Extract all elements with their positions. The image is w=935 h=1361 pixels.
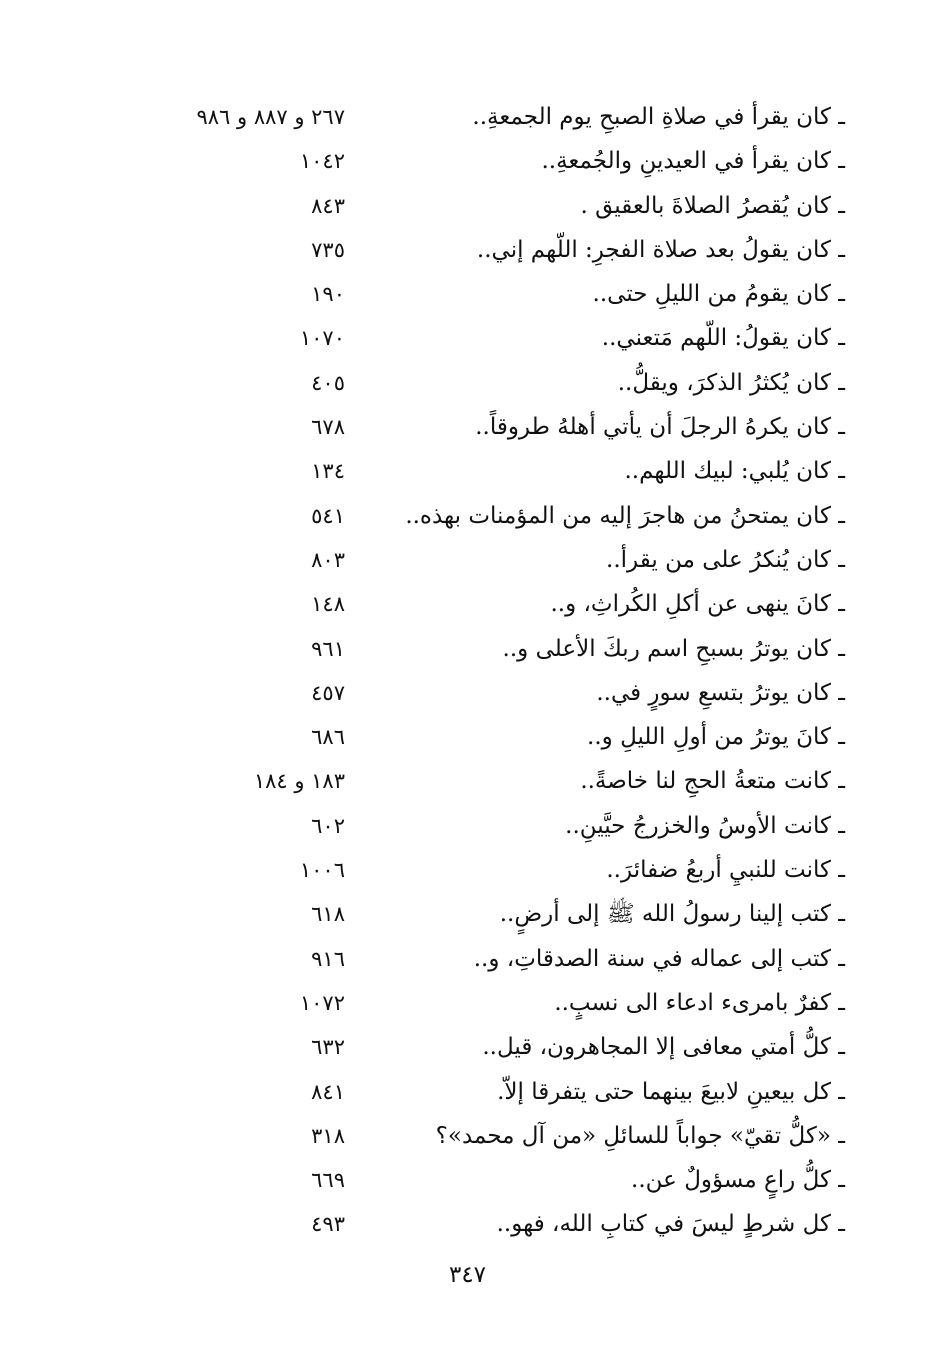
entry-page-refs: ١٨٣ و ١٨٤	[253, 769, 345, 794]
entry-text: ـ كل شرطٍ ليسَ في كتابِ الله، فهو..	[496, 1211, 845, 1238]
entry-text: ـ كلُّ راعٍ مسؤولٌ عن..	[631, 1167, 845, 1194]
entry-text: ـ كتب إلى عماله في سنة الصدقاتِ، و..	[473, 945, 845, 972]
index-entry	[0, 849, 935, 893]
entry-page-refs: ٦١٨	[311, 902, 345, 927]
index-entry	[0, 628, 935, 672]
entry-text: ـ كان يوترُ بسبحِ اسم ربكَ الأعلى و..	[502, 635, 845, 662]
entry-text: ـ «كلُّ تقيّ» جواباً للسائلِ «من آل محمد»؟	[435, 1122, 845, 1149]
entry-text: ـ كانَ يوترُ من أولِ الليلِ و..	[587, 724, 845, 751]
entry-page-refs: ٨٤١	[311, 1079, 345, 1104]
index-entry	[0, 760, 935, 804]
index-entry	[0, 982, 935, 1026]
entry-text: ـ كانت للنبيِ أربعُ ضفائرَ..	[606, 857, 845, 884]
index-entry	[0, 805, 935, 849]
index-entry	[0, 362, 935, 406]
entry-text: ـ كان يُلبي: لبيك اللهم..	[624, 458, 845, 485]
entry-text: ـ كان يُقصرُ الصلاةَ بالعقيق .	[580, 192, 845, 219]
entry-text: ـ كانت متعةُ الحجِ لنا خاصةً..	[580, 768, 845, 795]
entry-page-refs: ١٠٧٠	[299, 326, 345, 351]
entry-page-refs: ١٩٠	[311, 282, 345, 307]
index-entry	[0, 938, 935, 982]
entry-page-refs: ٤٩٣	[311, 1212, 345, 1237]
index-entry	[0, 1115, 935, 1159]
entry-page-refs: ٩٦١	[311, 636, 345, 661]
entry-page-refs: ٧٣٥	[311, 237, 345, 262]
hadith-index-list	[0, 96, 935, 1248]
entry-page-refs: ٦٦٩	[311, 1168, 345, 1193]
entry-text: ـ كانت الأوسُ والخزرجُ حيَّينِ..	[565, 812, 845, 839]
entry-text: ـ كل بيعينِ لابيعَ بينهما حتى يتفرقا إلاّ.	[497, 1078, 845, 1105]
index-entry	[0, 495, 935, 539]
entry-page-refs: ١٣٤	[311, 459, 345, 484]
entry-page-refs: ٦٧٨	[311, 415, 345, 440]
index-entry	[0, 273, 935, 317]
index-entry	[0, 140, 935, 184]
entry-text: ـ كان يوترُ بتسعِ سورٍ في..	[596, 679, 845, 706]
index-entry	[0, 893, 935, 937]
entry-text: ـ كان يقومُ من الليلِ حتى..	[592, 281, 845, 308]
entry-text: ـ كان يقرأ في صلاةِ الصبحِ يوم الجمعةِ..	[472, 104, 845, 130]
index-entry	[0, 1026, 935, 1070]
entry-page-refs: ١٠٧٢	[299, 990, 345, 1015]
entry-text: ـ كانَ ينهى عن أكلِ الكُراثِ، و..	[550, 591, 845, 618]
entry-page-refs: ١٤٨	[311, 592, 345, 617]
entry-page-refs: ٥٤١	[311, 503, 345, 528]
entry-text: ـ كان يقولُ بعد صلاة الفجرِ: اللّهم إني..	[476, 236, 845, 263]
index-entry	[0, 672, 935, 716]
index-entry	[0, 229, 935, 273]
entry-page-refs: ٦٣٢	[311, 1035, 345, 1060]
index-entry	[0, 1203, 935, 1247]
entry-page-refs: ٨٤٣	[311, 193, 345, 218]
index-entry	[0, 450, 935, 494]
entry-text: ـ كلُّ أمتي معافى إلا المجاهرون، قيل..	[482, 1034, 845, 1061]
index-entry	[0, 716, 935, 760]
index-entry	[0, 539, 935, 583]
entry-page-refs: ٢٦٧ و ٨٨٧ و ٩٨٦	[196, 105, 345, 129]
entry-text: ـ كان يقرأ في العيدينِ والجُمعةِ..	[541, 148, 845, 175]
index-entry	[0, 406, 935, 450]
page-number: ٣٤٧	[448, 1262, 487, 1288]
entry-page-refs: ٣١٨	[311, 1123, 345, 1148]
entry-page-refs: ٦٠٢	[311, 813, 345, 838]
entry-text: ـ كان يقولُ: اللّهم مَتعني..	[601, 325, 845, 352]
entry-page-refs: ٦٨٦	[311, 725, 345, 750]
index-entry	[0, 317, 935, 361]
entry-page-refs: ٤٥٧	[311, 680, 345, 705]
entry-page-refs: ٤٠٥	[311, 370, 345, 395]
entry-text: ـ كان يكرهُ الرجلَ أن يأتي أهلهُ طروقاً..	[475, 414, 845, 441]
index-entry	[0, 583, 935, 627]
entry-text: ـ كان يمتحنُ من هاجرَ إليه من المؤمنات بهذه..	[405, 502, 845, 529]
entry-page-refs: ١٠٠٦	[299, 858, 345, 883]
index-entry	[0, 1071, 935, 1115]
entry-page-refs: ٨٠٣	[311, 547, 345, 572]
index-entry	[0, 1159, 935, 1203]
entry-page-refs: ٩١٦	[311, 946, 345, 971]
index-entry	[0, 96, 935, 140]
index-entry	[0, 185, 935, 229]
entry-page-refs: ١٠٤٢	[299, 149, 345, 174]
entry-text: ـ كفرٌ بامرىء ادعاء الى نسبٍ..	[554, 989, 845, 1016]
entry-text: ـ كتب إلينا رسولُ الله ﷺ إلى أرضٍ..	[499, 901, 845, 928]
entry-text: ـ كان يُنكرُ على من يقرأ..	[606, 546, 845, 573]
entry-text: ـ كان يُكثرُ الذكرَ، ويقلُّ..	[617, 369, 845, 396]
